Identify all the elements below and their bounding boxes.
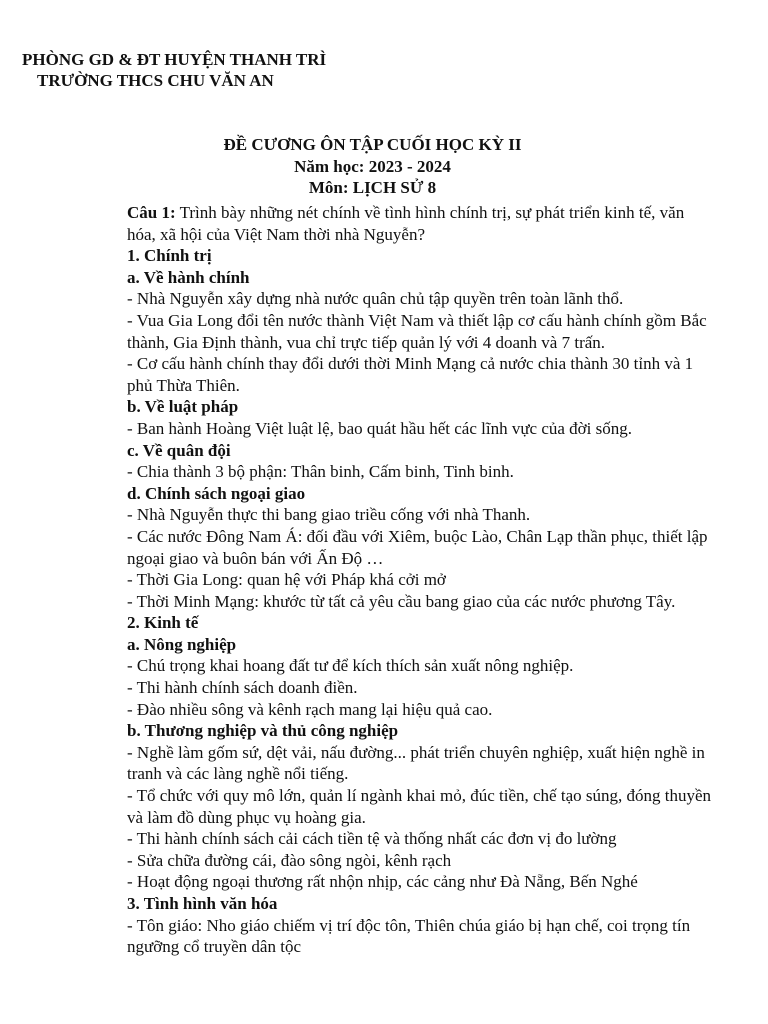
school-year: Năm học: 2023 - 2024 [294,156,451,176]
bullet-paragraph: - Thời Gia Long: quan hệ với Pháp khá cởi mở [127,570,446,590]
section-heading: 3. Tình hình văn hóa [127,894,278,913]
bullet-paragraph: - Chia thành 3 bộ phận: Thân binh, Cấm binh, Tinh binh. [127,462,514,482]
section-heading: 2. Kinh tế [127,613,199,633]
question-1 [127,202,717,245]
bullet-paragraph: - Hoạt động ngoại thương rất nhộn nhịp, các cảng như Đà Nẵng, Bến Nghé [127,872,638,892]
bullet-paragraph: - Nhà Nguyễn xây dựng nhà nước quân chủ tập quyền trên toàn lãnh thổ. [127,289,624,309]
school-name: TRƯỜNG THCS CHU VĂN AN [37,71,274,90]
bullet-paragraph: - Các nước Đông Nam Á: đối đầu với Xiêm, buộc Lào, Chân Lạp thần phục, thiết lập ngoại giao và buôn bán với Ấn Độ … [127,526,708,568]
bullet-paragraph: - Tôn giáo: Nho giáo chiếm vị trí độc tôn, Thiên chúa giáo bị hạn chế, coi trọng tín ngưỡng cổ truyền dân tộc [127,915,691,957]
question-text: Trình bày những nét chính về tình hình chính trị, sự phát triển kinh tế, văn hóa, xã hội của Việt Nam thời nhà Nguyễn? [127,203,685,244]
section-heading: 1. Chính trị [127,246,212,266]
bullet-paragraph: - Sửa chữa đường cái, đào sông ngòi, kênh rạch [127,850,452,870]
question-label: Câu 1: [127,203,176,222]
document-body [127,202,717,958]
subject-line: Môn: LỊCH SỬ 8 [308,178,437,197]
subsection-heading: a. Nông nghiệp [127,634,237,654]
subsection-heading: d. Chính sách ngoại giao [127,483,306,503]
bullet-paragraph: - Thi hành chính sách doanh điền. [127,678,358,698]
bullet-paragraph: - Đào nhiều sông và kênh rạch mang lại hiệu quả cao. [127,699,493,719]
bullet-paragraph: - Thời Minh Mạng: khước từ tất cả yêu cầu bang giao của các nước phương Tây. [127,591,676,611]
subsection-heading: b. Về luật pháp [127,397,239,417]
title-block [0,134,745,199]
bullet-paragraph: - Vua Gia Long đổi tên nước thành Việt Nam và thiết lập cơ cấu hành chính gồm Bắc thành, Gia Định thành, vua chỉ trực tiếp quản lý với 4 doanh và 7 trấn. [127,310,707,352]
subsection-heading: a. Về hành chính [127,267,250,287]
subsection-heading: c. Về quân đội [127,440,231,460]
subsection-heading: b. Thương nghiệp và thủ công nghiệp [127,721,399,741]
department-name: PHÒNG GD & ĐT HUYỆN THANH TRÌ [22,50,327,69]
bullet-paragraph: - Thi hành chính sách cải cách tiền tệ và thống nhất các đơn vị đo lường [127,829,617,849]
bullet-paragraph: - Tổ chức với quy mô lớn, quản lí ngành khai mỏ, đúc tiền, chế tạo súng, đóng thuyền và làm đồ dùng phục vụ hoàng gia. [127,786,712,827]
bullet-paragraph: - Chú trọng khai hoang đất tư để kích thích sản xuất nông nghiệp. [127,656,574,676]
bullet-paragraph: - Nghề làm gốm sứ, dệt vải, nấu đường... phát triển chuyên nghiệp, xuất hiện nghề in tranh và các làng nghề nổi tiếng. [127,742,705,784]
bullet-paragraph: - Ban hành Hoàng Việt luật lệ, bao quát hầu hết các lĩnh vực của đời sống. [127,418,633,438]
bullet-paragraph: - Cơ cấu hành chính thay đổi dưới thời Minh Mạng cả nước chia thành 30 tỉnh và 1 phủ Thừa Thiên. [127,354,694,395]
document-header [22,49,326,91]
bullet-paragraph: - Nhà Nguyễn thực thi bang giao triều cống với nhà Thanh. [127,505,531,525]
document-title: ĐỀ CƯƠNG ÔN TẬP CUỐI HỌC KỲ II [223,135,522,154]
